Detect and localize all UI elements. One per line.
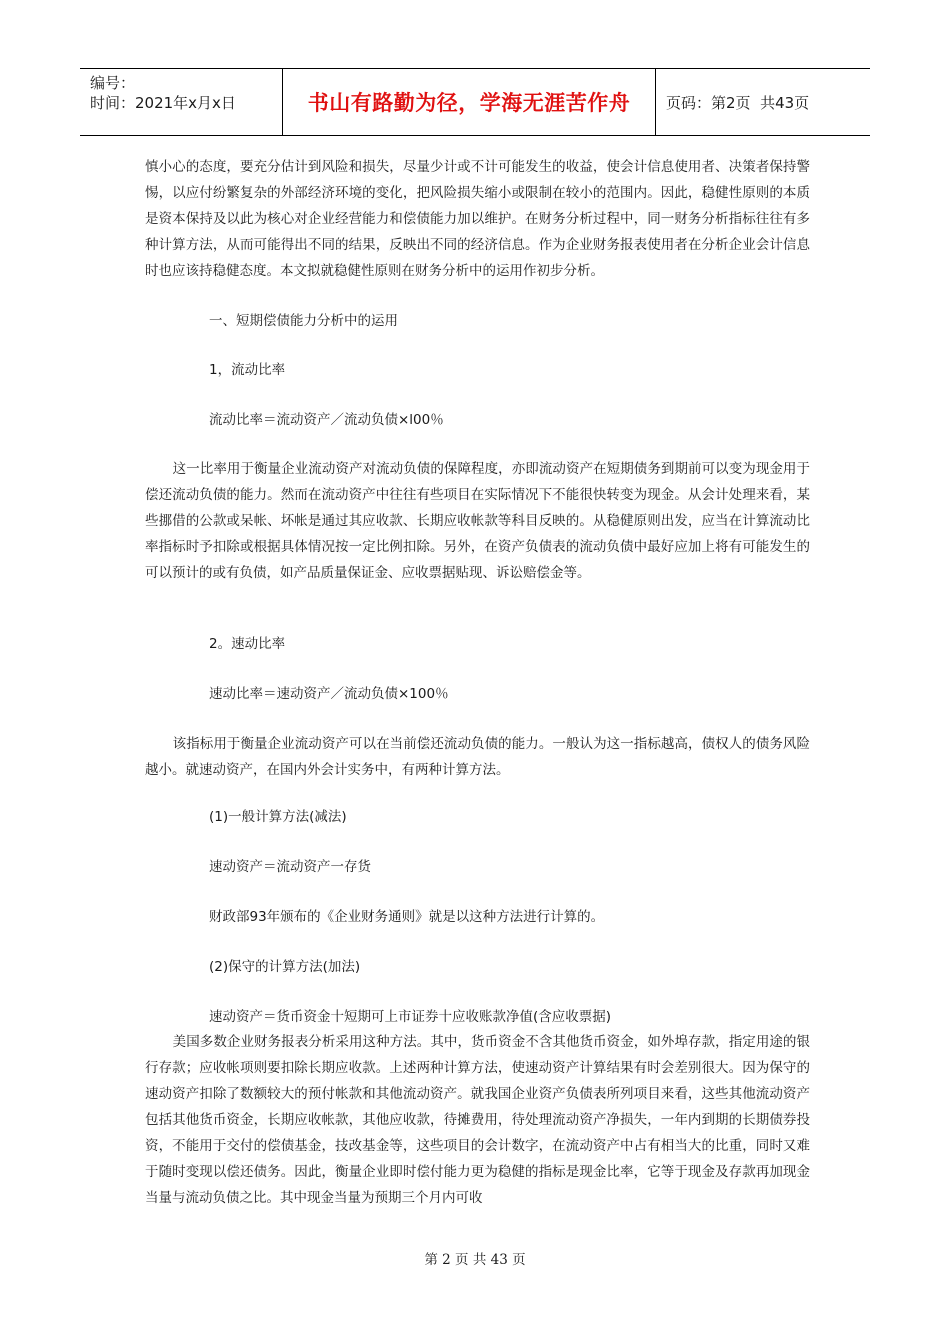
paragraph-current-ratio: 这一比率用于衡量企业流动资产对流动负债的保障程度，亦即流动资产在短期债务到期前可以变为现金用于偿还流动负债的能力。然而在流动资产中往往有些项目在实际情况下不能很快转变为现金。从会计处理来看，某些挪借的公款或呆帐、坏帐是通过其应收款、长期应收帐款等科目反映的。从稳健原则出发，应当在计算流动比率指标时予扣除或根据具体情况按一定比例扣除。另外，在资产负债表的流动负债中最好应加上将有可能发生的可以预计的或有负债，如产品质量保证金、应收票据贴现、诉讼赔偿金等。 [145,461,810,581]
page-header [80,68,870,136]
method-heading: (1)一般计算方法(减法) [209,809,347,825]
method-note: 财政部93年颁布的《企业财务通则》就是以这种方法进行计算的。 [209,909,605,925]
date-label: 时间：2021年x月x日 [90,94,236,112]
paragraph-conservative-method: 美国多数企业财务报表分析采用这种方法。其中，货币资金不含其他货币资金，如外埠存款，指定用途的银行存款；应收帐项则要扣除长期应收款。上述两种计算方法，使速动资产计算结果有时会差别很大。因为保守的速动资产扣除了数额较大的预付帐款和其他流动资产。就我国企业资产负债表所列项目来看，这些其他流动资产包括其他货币资金，长期应收帐款，其他应收款，待摊费用，待处理流动资产净损失，一年内到期的长期债券投资，不能用于交付的偿债基金，技改基金等，这些项目的会计数字，在流动资产中占有相当大的比重，同时又难于随时变现以偿还债务。因此，衡量企业即时偿付能力更为稳健的指标是现金比率，它等于现金及存款再加现金当量与流动负债之比。其中现金当量为预期三个月内可收 [145,1034,810,1206]
paragraph-intro: 慎小心的态度，要充分估计到风险和损失，尽量少计或不计可能发生的收益，使会计信息使用者、决策者保持警惕，以应付纷繁复杂的外部经济环境的变化，把风险损失缩小或限制在较小的范围内。因此，稳健性原则的本质是资本保持及以此为核心对企业经营能力和偿债能力加以维护。在财务分析过程中，同一财务分析指标往往有多种计算方法，从而可能得出不同的结果，反映出不同的经济信息。作为企业财务报表使用者在分析企业会计信息时也应该持稳健态度。本文拟就稳健性原则在财务分析中的运用作初步分析。 [145,159,810,279]
formula-quick-assets-add: 速动资产＝货币资金十短期可上市证券十应收账款净值(含应收票据) [209,1009,612,1025]
formula-quick-ratio: 速动比率＝速动资产／流动负债×100％ [209,686,449,702]
subsection-heading: 2。速动比率 [209,636,286,652]
header-page-info: 页码：第2页 共43页 [666,93,810,112]
section-heading: 一、短期偿债能力分析中的运用 [209,313,398,329]
method-heading: (2)保守的计算方法(加法) [209,959,361,975]
serial-label: 编号： [90,74,136,92]
page-footer: 第 2 页 共 43 页 [424,1252,526,1268]
formula-current-ratio: 流动比率＝流动资产／流动负债×l00％ [209,412,444,428]
paragraph-quick-ratio: 该指标用于衡量企业流动资产可以在当前偿还流动负债的能力。一般认为这一指标越高，债权人的债务风险越小。就速动资产，在国内外会计实务中，有两种计算方法。 [145,736,810,778]
subsection-heading: 1，流动比率 [209,362,286,378]
formula-quick-assets-subtract: 速动资产＝流动资产一存货 [209,859,371,875]
header-motto: 书山有路勤为径，学海无涯苦作舟 [283,69,656,135]
header-meta [80,69,283,135]
